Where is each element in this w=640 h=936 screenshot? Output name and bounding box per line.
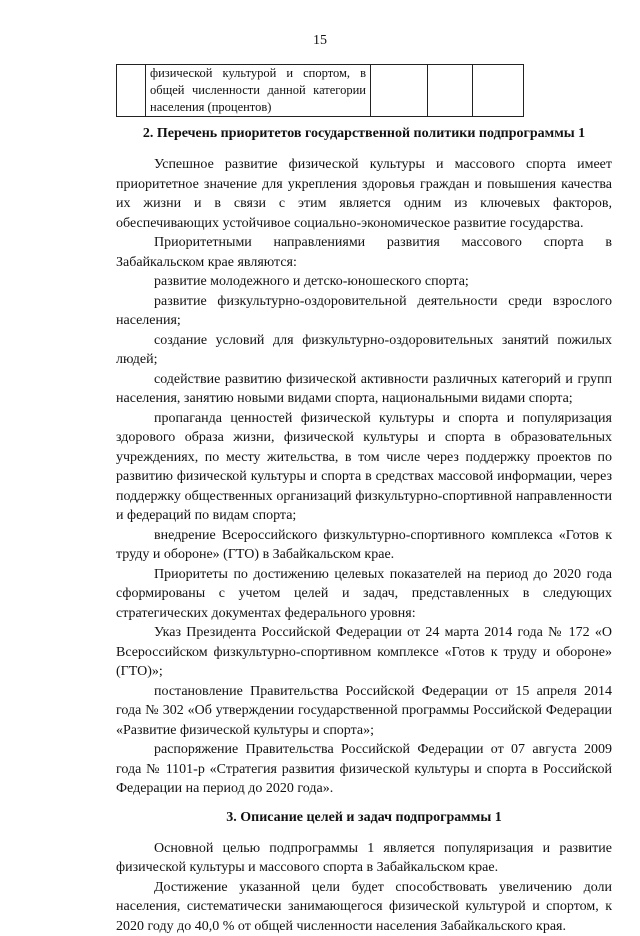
table-cell-indicator: физической культурой и спортом, в общей численности данной категории населения (процентов) — [146, 65, 371, 117]
section-2-paragraph: развитие физкультурно-оздоровительной деятельности среди взрослого населения; — [116, 292, 612, 331]
table-cell-empty — [428, 65, 473, 117]
section-2-paragraph: Приоритетными направлениями развития массового спорта в Забайкальском крае являются: — [116, 233, 612, 272]
section-2-paragraph: развитие молодежного и детско-юношеского спорта; — [116, 272, 612, 292]
page-number: 15 — [0, 33, 640, 49]
section-2-paragraph: постановление Правительства Российской Федерации от 15 апреля 2014 года № 302 «Об утверждении государственной программы Российской Федерации «Развитие физической культуры и спорта»; — [116, 682, 612, 741]
section-2-paragraph: Указ Президента Российской Федерации от 24 марта 2014 года № 172 «О Всероссийском физкультурно-спортивном комплексе «Готов к труду и обороне» (ГТО)»; — [116, 623, 612, 682]
indicator-table-fragment — [116, 64, 524, 117]
section-3-paragraph: Достижение указанной цели будет способствовать увеличению доли населения, систематически занимающегося физической культурой и спортом, к 2020 году до 40,0 % от общей численности населения Забайкальского края. — [116, 878, 612, 936]
section-2-paragraph: Приоритеты по достижению целевых показателей на период до 2020 года сформированы с учетом целей и задач, представленных в следующих стратегических документах федерального уровня: — [116, 565, 612, 624]
section-2-paragraph: содействие развитию физической активности различных категорий и групп населения, занятию новыми видами спорта, национальными видами спорта; — [116, 370, 612, 409]
table-cell-empty — [117, 65, 146, 117]
document-body — [116, 125, 612, 936]
section-2-paragraph: внедрение Всероссийского физкультурно-спортивного комплекса «Готов к труду и обороне» (ГТО) в Забайкальском крае. — [116, 526, 612, 565]
section-2-paragraph: распоряжение Правительства Российской Федерации от 07 августа 2009 года № 1101-р «Стратегия развития физической культуры и спорта в Российской Федерации на период до 2020 года». — [116, 740, 612, 799]
table-cell-empty — [473, 65, 524, 117]
section-2-heading: 2. Перечень приоритетов государственной политики подпрограммы 1 — [116, 125, 612, 143]
section-2-paragraph: создание условий для физкультурно-оздоровительных занятий пожилых людей; — [116, 331, 612, 370]
table-cell-empty — [371, 65, 428, 117]
section-2-paragraph: пропаганда ценностей физической культуры и спорта и популяризация здорового образа жизни, физической культуры и спорта в образовательных учреждениях, по месту жительства, в том числе через поддержку проектов по развитию физической культуры и спорта в средствах массовой информации, через поддержку общественных организаций физкультурно-спортивной направленности и федераций по видам спорта; — [116, 409, 612, 526]
table-row — [117, 65, 524, 117]
section-3-heading: 3. Описание целей и задач подпрограммы 1 — [116, 809, 612, 827]
section-2-paragraph: Успешное развитие физической культуры и массового спорта имеет приоритетное значение для укрепления здоровья граждан и повышения качества их жизни и в связи с этим является одним из ключевых факторов, обеспечивающих устойчивое социально-экономическое развитие государства. — [116, 155, 612, 233]
section-3-paragraph: Основной целью подпрограммы 1 является популяризация и развитие физической культуры и массового спорта в Забайкальском крае. — [116, 839, 612, 878]
